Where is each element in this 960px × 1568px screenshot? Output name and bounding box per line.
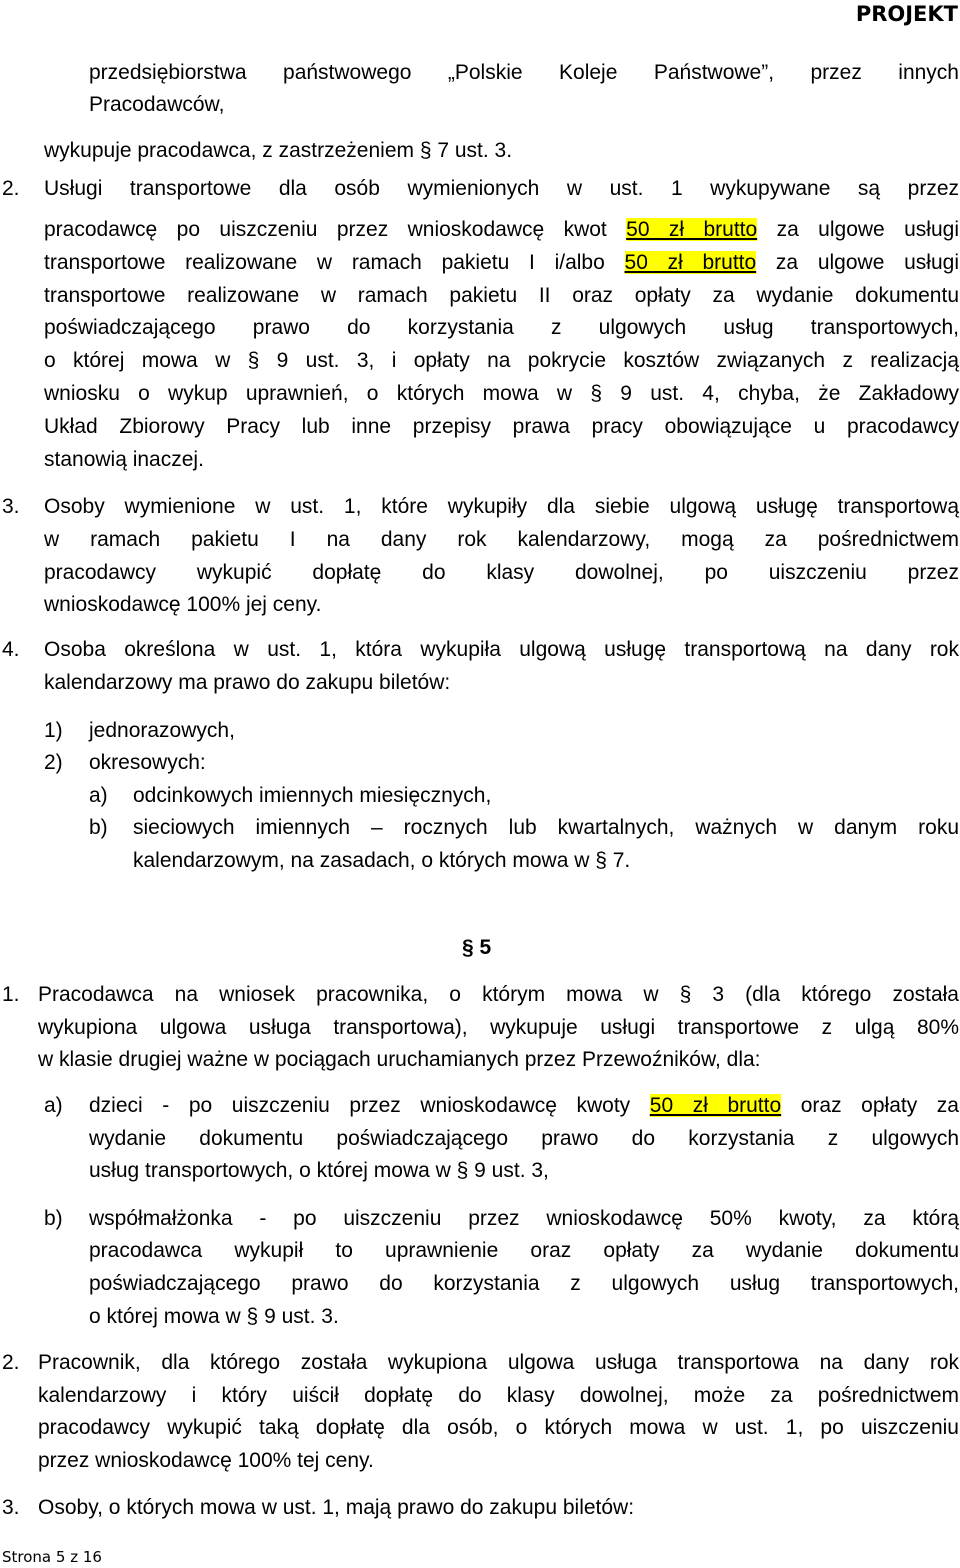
text-segment: pracodawcę po uiszczeniu przez wnioskodawcę kwot [44,218,627,241]
text-line: Pracodawców, [89,93,225,116]
text-line: współmałżonka - po uiszczeniu przez wnioskodawcę 50% kwoty, za którą [89,1207,959,1230]
text-line: wykupiona ulgowa usługa transportowa), wykupuje usługi transportowe z ulgą 80% [38,1016,959,1039]
text-line: o której mowa w § 9 ust. 3. [89,1305,339,1328]
item-number: 4. [2,638,20,661]
text-line: jednorazowych, [89,719,235,742]
highlighted-amount: 50 zł brutto [649,1094,782,1117]
highlighted-amount: 50 zł brutto [624,251,757,274]
text-line: w klasie drugiej ważne w pociągach uruchamianych przez Przewoźników, dla: [38,1048,761,1071]
text-line: pracodawca wykupił to uprawnienie oraz opłaty za wydanie dokumentu [89,1239,959,1262]
text-line: sieciowych imiennych – rocznych lub kwartalnych, ważnych w danym roku [133,816,959,839]
highlighted-amount: 50 zł brutto [626,218,758,241]
header-label: PROJEKT [855,2,958,26]
text-line: poświadczającego prawo do korzystania z ulgowych usług transportowych, [89,1272,959,1295]
page-number: Strona 5 z 16 [2,1548,102,1566]
item-number: 3. [2,1496,20,1519]
item-number: 1. [2,983,20,1006]
text-line: transportowe realizowane w ramach pakietu II oraz opłaty za wydanie dokumentu [44,284,959,307]
text-line: w ramach pakietu I na dany rok kalendarzowy, mogą za pośrednictwem [44,528,959,551]
item-number: 2. [2,177,20,200]
item-number: 3. [2,495,20,518]
item-letter: b) [89,816,108,839]
item-number: 2. [2,1351,20,1374]
text-line: stanowią inaczej. [44,448,204,471]
text-line: pracodawcy wykupić taką dopłatę dla osób, o których mowa w ust. 1, po uiszczeniu [38,1416,959,1439]
text-line: wykupuje pracodawca, z zastrzeżeniem § 7 ust. 3. [44,139,513,162]
text-line: Osoby wymienione w ust. 1, które wykupiły dla siebie ulgową usługę transportową [44,495,959,518]
text-line: kalendarzowym, na zasadach, o których mowa w § 7. [133,849,631,872]
text-line: Osoby, o których mowa w ust. 1, mają prawo do zakupu biletów: [38,1496,635,1519]
text-line: wniosku o wykup uprawnień, o których mowa w § 9 ust. 4, chyba, że Zakładowy [44,382,959,405]
text-line: przedsiębiorstwa państwowego „Polskie Koleje Państwowe”, przez innych [89,61,959,84]
text-line [44,217,959,243]
text-line: poświadczającego prawo do korzystania z ulgowych usług transportowych, [44,316,959,339]
item-number: 1) [44,719,63,742]
text-line: przez wnioskodawcę 100% tej ceny. [38,1449,374,1472]
text-line: Pracodawca na wniosek pracownika, o którym mowa w § 3 (dla którego została [38,983,959,1006]
item-letter: a) [44,1094,63,1117]
text-line: Układ Zbiorowy Pracy lub inne przepisy prawa pracy obowiązujące u pracodawcy [44,415,959,438]
text-line: wydanie dokumentu poświadczającego prawo do korzystania z ulgowych [89,1127,959,1150]
text-segment: transportowe realizowane w ramach pakietu I i/albo [44,251,625,274]
text-segment: oraz opłaty za [781,1094,959,1117]
text-line: kalendarzowy i który uiścił dopłatę do klasy dowolnej, może za pośrednictwem [38,1384,959,1407]
text-line: kalendarzowy ma prawo do zakupu biletów: [44,671,451,694]
text-line: Usługi transportowe dla osób wymienionych w ust. 1 wykupywane są przez [44,177,959,200]
text-segment: za ulgowe usługi [757,218,959,241]
item-number: 2) [44,751,63,774]
text-line: odcinkowych imiennych miesięcznych, [133,784,492,807]
text-line: Osoba określona w ust. 1, która wykupiła ulgową usługę transportową na dany rok [44,638,959,661]
text-line [89,1093,959,1119]
text-line: Pracownik, dla którego została wykupiona ulgowa usługa transportowa na dany rok [38,1351,959,1374]
text-segment: za ulgowe usługi [756,251,959,274]
text-line: wnioskodawcę 100% jej ceny. [44,593,322,616]
text-line: okresowych: [89,751,206,774]
item-letter: a) [89,784,108,807]
text-line: pracodawcy wykupić dopłatę do klasy dowolnej, po uiszczeniu przez [44,561,959,584]
item-letter: b) [44,1207,63,1230]
section-heading: § 5 [462,936,492,959]
text-line: usług transportowych, o której mowa w § 9 ust. 3, [89,1159,549,1182]
text-line [44,250,959,276]
text-line: o której mowa w § 9 ust. 3, i opłaty na pokrycie kosztów związanych z realizacją [44,349,959,372]
text-segment: dzieci - po uiszczeniu przez wnioskodawcę kwoty [89,1094,650,1117]
